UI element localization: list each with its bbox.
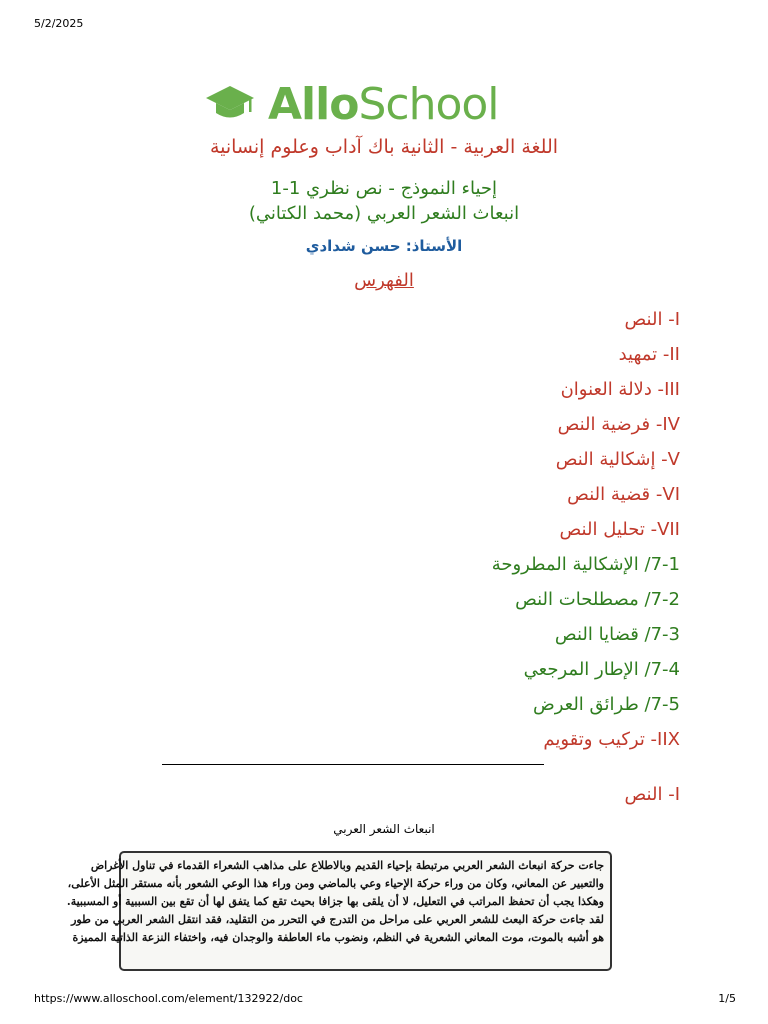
teacher-name: الأستاذ: حسن شدادي (305, 237, 463, 255)
section-divider (162, 764, 544, 765)
scan-line: وهكذا يجب أن تحفظ المراتب في التعليل، لا أن يلقى بها جزافا بحيث تقع كما يتفق لها أن تقع بين السببية أو المسببية. (66, 895, 604, 908)
toc-heading: الفهرس (354, 270, 414, 291)
toc-item-text[interactable]: I- النص (624, 309, 680, 330)
toc-item-hypothesis[interactable]: IV- فرضية النص (557, 414, 680, 435)
section-heading: I- النص (624, 784, 680, 805)
text-title: انبعاث الشعر العربي (333, 822, 435, 836)
print-date: 5/2/2025 (34, 17, 84, 30)
brand-name: AlloSchool (268, 78, 499, 130)
table-of-contents (280, 302, 680, 757)
footer-url: https://www.alloschool.com/element/132922/doc (34, 992, 303, 1005)
lesson-title: إحياء النموذج - نص نظري 1-1 (270, 178, 498, 199)
alloschool-logo[interactable] (204, 76, 499, 132)
toc-item-intro[interactable]: II- تمهيد (618, 344, 680, 365)
toc-subitem-reference[interactable]: 7-4/ الإطار المرجعي (523, 659, 680, 680)
subject-title: اللغة العربية - الثانية باك آداب وعلوم إنسانية (209, 136, 559, 158)
scan-line: جاءت حركة انبعاث الشعر العربي مرتبطة بإحياء القديم وبالاطلاع على مذاهب الشعراء القدماء في تناول الأغراض (90, 859, 604, 872)
toc-subitem-methods[interactable]: 7-5/ طرائق العرض (532, 694, 680, 715)
toc-item-title-meaning[interactable]: III- دلالة العنوان (560, 379, 680, 400)
toc-subitem-issues[interactable]: 7-3/ قضايا النص (554, 624, 680, 645)
lesson-subtitle: انبعاث الشعر العربي (محمد الكتاني) (248, 203, 520, 224)
toc-item-problem[interactable]: V- إشكالية النص (555, 449, 680, 470)
graduation-cap-icon (204, 84, 256, 124)
scan-line: هو أشبه بالموت، موت المعاني الشعرية في النظم، ونضوب ماء العاطفة والوجدان فيه، واختفاء النزعة الذاتية المميزة (72, 931, 604, 944)
toc-item-synthesis[interactable]: IIX- تركيب وتقويم (543, 729, 680, 750)
toc-subitem-terms[interactable]: 7-2/ مصطلحات النص (515, 589, 680, 610)
toc-item-issue[interactable]: VI- قضية النص (567, 484, 680, 505)
scanned-text-image (66, 851, 612, 971)
toc-item-analysis[interactable]: VII- تحليل النص (559, 519, 680, 540)
scan-line: والتعبير عن المعاني، وكان من وراء حركة الإحياء وعي بالماضي ومن وراء هذا الوعي الشعور بأنه مستقر المثل الأعلى، (67, 877, 604, 890)
scan-line: لقد جاءت حركة البعث للشعر العربي على مراحل من التدرج في التحرر من التقليد، فقد انتقل الشعر العربي من طور (71, 913, 604, 926)
toc-subitem-problem[interactable]: 7-1/ الإشكالية المطروحة (491, 554, 680, 575)
page-number: 1/5 (718, 992, 736, 1005)
